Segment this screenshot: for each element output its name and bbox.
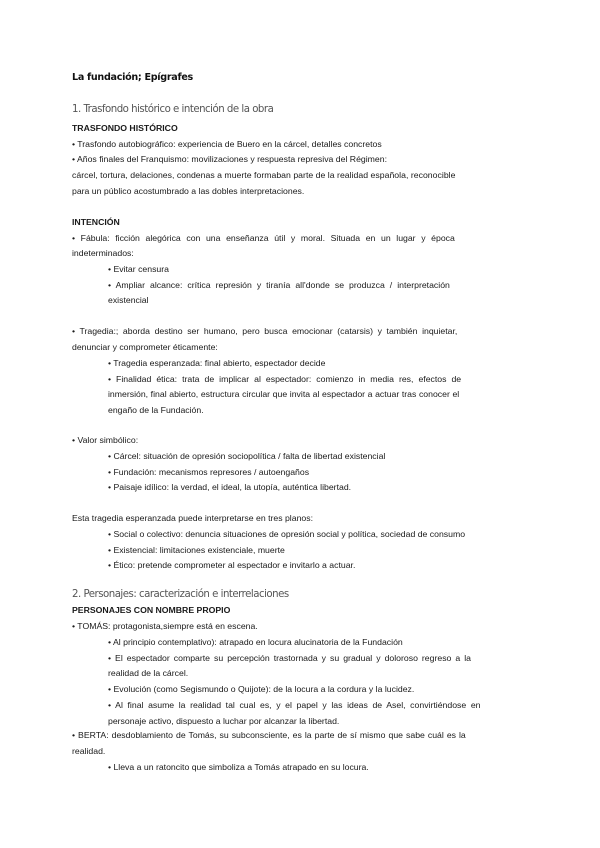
list-item: • Fundación: mecanismos represores / autoengaños [108, 466, 310, 477]
document-title: La fundación; Epígrafes [72, 72, 193, 83]
planos-block [72, 511, 528, 527]
personajes-label: PERSONAJES CON NOMBRE PROPIO [72, 605, 231, 615]
list-item: • Existencial: limitaciones existenciale, muerte [108, 544, 285, 555]
list-item: • El espectador comparte su percepción trastornada y su gradual y doloroso regreso a la [108, 652, 471, 663]
intencion-label: INTENCIÓN [72, 217, 120, 227]
list-item: • Tragedia esperanzada: final abierto, espectador decide [108, 358, 326, 368]
list-item: engaño de la Fundación. [108, 405, 204, 416]
berta-subitems [108, 760, 528, 776]
tragedia-subitems [108, 356, 528, 419]
trasfondo-block [72, 121, 528, 200]
paragraph-line: para un público acostumbrado a las dobles interpretaciones. [72, 185, 305, 196]
paragraph-line: Esta tragedia esperanzada puede interpretarse en tres planos: [72, 513, 313, 523]
list-item: • Finalidad ética: trata de implicar al espectador: comienzo in media res, efectos de [108, 373, 462, 384]
list-item: existencial [108, 295, 149, 306]
list-item: • Años finales del Franquismo: movilizaciones y respuesta represiva del Régimen: [72, 154, 387, 165]
list-item: • Evitar censura [108, 264, 169, 274]
list-item: • Al principio contemplativo): atrapado en locura alucinatoria de la Fundación [108, 637, 403, 647]
section-heading-personajes: 2. Personajes: caracterización e interrelaciones [72, 589, 289, 600]
list-item: indeterminados: [72, 248, 134, 259]
trasfondo-label: TRASFONDO HISTÓRICO [72, 123, 178, 133]
list-item: • Valor simbólico: [72, 435, 139, 445]
list-item: • Social o colectivo: denuncia situaciones de opresión social y política, sociedad de consumo [108, 529, 466, 539]
section-heading-trasfondo: 1. Trasfondo histórico e intención de la obra [72, 104, 274, 115]
list-item: personaje activo, dispuesto a luchar por alcanzar la libertad. [108, 715, 340, 726]
list-item: • BERTA: desdoblamiento de Tomás, su subconsciente, es la parte de sí mismo que sabe cuál es la [72, 730, 466, 740]
list-item: • Cárcel: situación de opresión sociopolítica / falta de libertad existencial [108, 451, 386, 461]
list-item: • TOMÁS: protagonista,siempre está en escena. [72, 620, 258, 631]
list-item: • Fábula: ficción alegórica con una enseñanza útil y moral. Situada en un lugar y época [72, 232, 455, 243]
list-item: realidad de la cárcel. [108, 668, 189, 679]
list-item: • Trasfondo autobiográfico: experiencia de Buero en la cárcel, detalles concretos [72, 138, 382, 149]
paragraph-line: cárcel, tortura, delaciones, condenas a muerte formaban parte de la realidad española, reconocible [72, 170, 456, 181]
list-item: • Evolución (como Segismundo o Quijote): de la locura a la cordura y la lucidez. [108, 684, 415, 695]
fabula-subitems [108, 262, 528, 309]
planos-subitems [108, 527, 528, 574]
intencion-block [72, 215, 528, 262]
berta-block [72, 728, 528, 759]
tragedia-block [72, 324, 528, 355]
list-item: • Tragedia:; aborda destino ser humano, pero busca emocionar (catarsis) y también inquietar, [72, 326, 458, 336]
valor-subitems [108, 449, 528, 496]
list-item: • Al final asume la realidad tal cual es, y el papel y las ideas de Asel, convirtiéndose en [108, 699, 481, 710]
list-item: • Paisaje idílico: la verdad, el ideal, la utopía, auténtica libertad. [108, 482, 352, 493]
list-item: • Lleva a un ratoncito que simboliza a Tomás atrapado en su locura. [108, 762, 369, 772]
list-item: • Ampliar alcance: crítica represión y tiranía all'donde se produzca / interpretación [108, 279, 450, 290]
list-item: denunciar y comprometer éticamente: [72, 341, 218, 352]
tomas-subitems [108, 635, 528, 729]
list-item: realidad. [72, 745, 106, 756]
personajes-block [72, 603, 528, 634]
list-item: • Ético: pretende comprometer al espectador e invitarlo a actuar. [108, 560, 356, 571]
list-item: inmersión, final abierto, estructura circular que invita al espectador a actuar tras conocer el [108, 389, 460, 400]
valor-block [72, 433, 528, 449]
